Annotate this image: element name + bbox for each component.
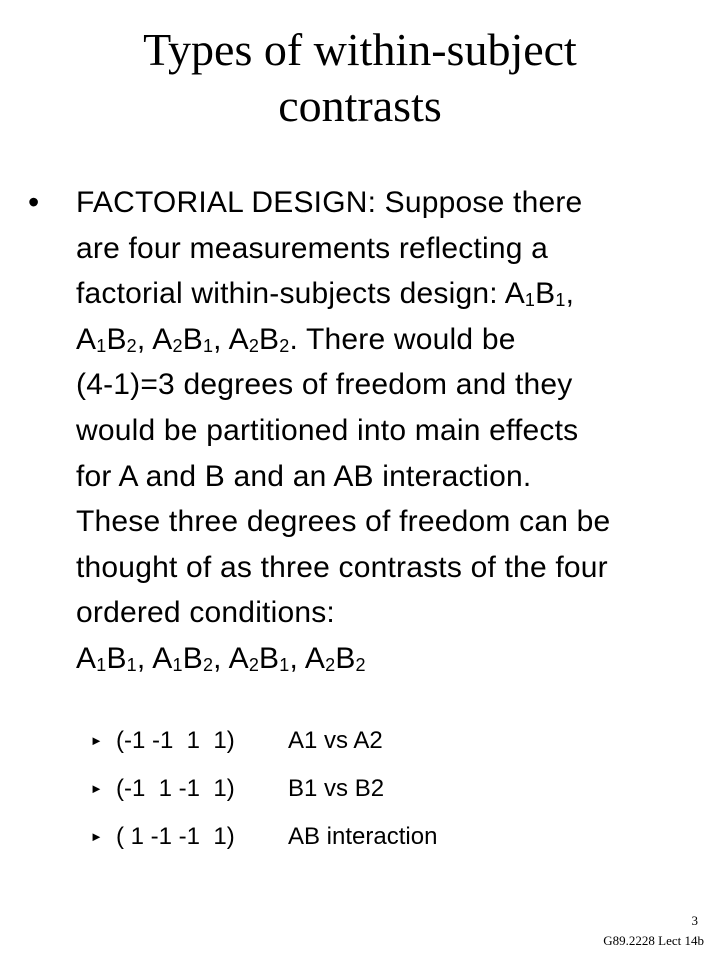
contrast-list xyxy=(90,718,690,862)
arrow-right-icon: ► xyxy=(90,733,103,748)
contrast-label: A1 vs A2 xyxy=(288,727,383,754)
arrow-right-icon: ► xyxy=(90,781,103,796)
slide-title xyxy=(0,22,720,134)
bullet-dot-icon: • xyxy=(28,184,40,220)
main-bullet xyxy=(28,180,693,682)
contrast-coefficients: ( 1 -1 -1 1) xyxy=(116,823,235,850)
contrast-label: B1 vs B2 xyxy=(288,775,385,802)
bullet-paragraph xyxy=(76,180,693,682)
contrast-coefficients: (-1 -1 1 1) xyxy=(116,727,235,754)
paragraph-line: ordered conditions: xyxy=(76,596,335,630)
contrast-item-b xyxy=(90,766,690,814)
paragraph-line: These three degrees of freedom can be xyxy=(76,505,611,539)
contrast-label: AB interaction xyxy=(288,823,438,850)
arrow-right-icon: ► xyxy=(90,829,103,844)
footer-lecture-label: G89.2228 Lect 14b xyxy=(603,933,704,948)
contrast-coefficients: (-1 1 -1 1) xyxy=(116,775,235,802)
ordered-conditions-line: $A_1B_1$, $A_1B_2$, $A_2B_1$, $A_2B_2$ xyxy=(76,641,366,675)
paragraph-line: (4-1)=3 degrees of freedom and they xyxy=(76,368,573,402)
paragraph-line: for A and B and an AB interaction. xyxy=(76,459,532,493)
contrast-item-ab xyxy=(90,814,690,862)
paragraph-line: thought of as three contrasts of the four xyxy=(76,550,608,584)
paragraph-line: factorial within-subjects design: $A_1B_1$, xyxy=(76,277,575,311)
paragraph-line: would be partitioned into main effects xyxy=(76,413,579,447)
paragraph-line: are four measurements reflecting a xyxy=(76,231,549,265)
paragraph-line: FACTORIAL DESIGN: Suppose there xyxy=(76,186,583,219)
paragraph-line: $A_1B_2$, $A_2B_1$, $A_2B_2$. There would be xyxy=(76,322,516,356)
page-number: 3 xyxy=(691,913,698,928)
slide-title-line-2: contrasts xyxy=(278,80,442,131)
slide-title-line-1: Types of within-subject xyxy=(143,24,577,75)
contrast-item-a xyxy=(90,718,690,766)
